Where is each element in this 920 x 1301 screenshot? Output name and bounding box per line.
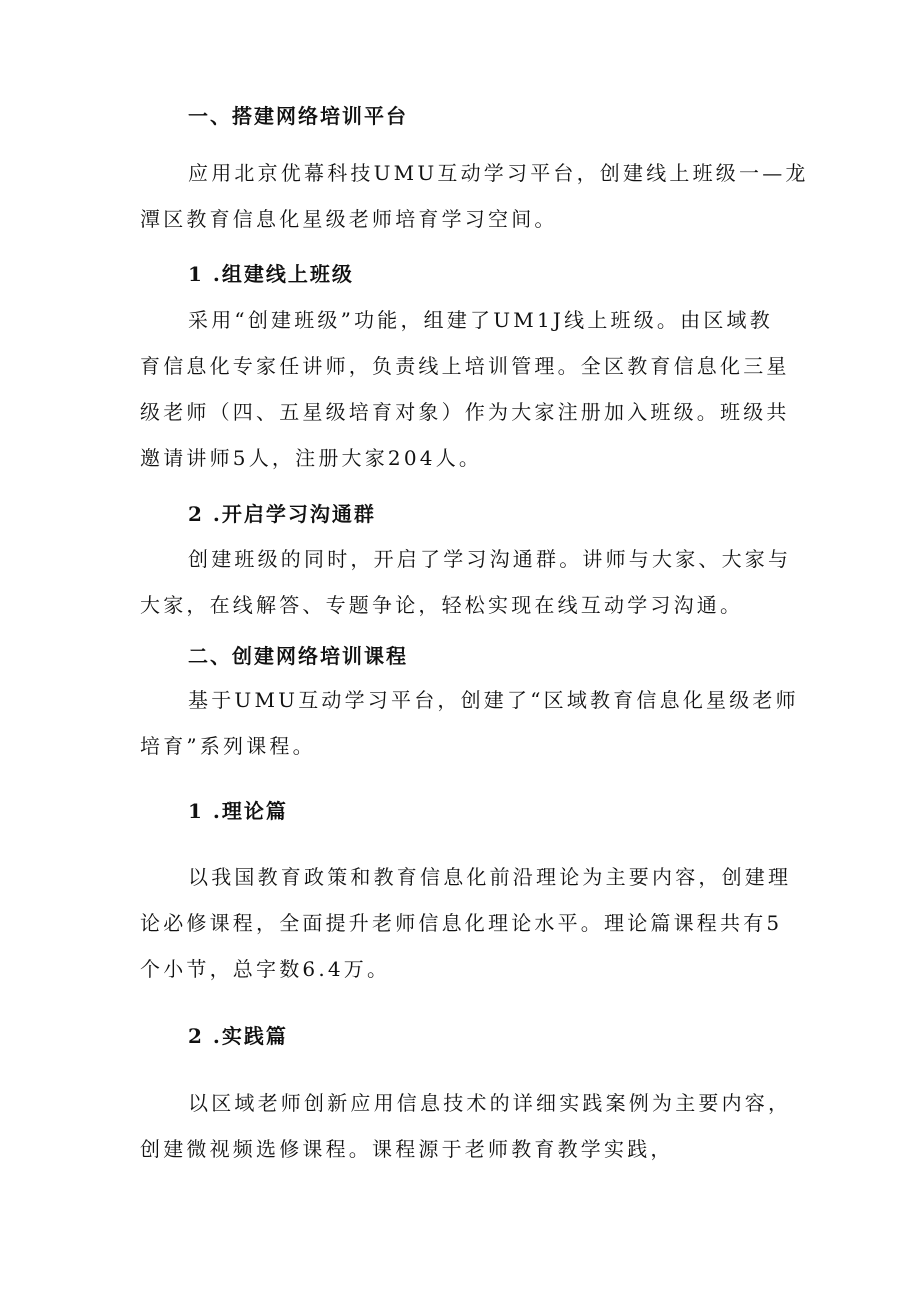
heading-theory: 1 .理论篇 bbox=[188, 799, 288, 823]
paragraph-line: 潭区教育信息化星级老师培育学习空间。 bbox=[140, 207, 558, 231]
paragraph-theory bbox=[140, 854, 790, 992]
paragraph-line: 邀请讲师5人，注册大家204人。 bbox=[140, 446, 483, 470]
heading-practice: 2 .实践篇 bbox=[188, 1024, 288, 1048]
paragraph-line: 基于UMU互动学习平台，创建了“区域教育信息化星级老师 bbox=[188, 688, 799, 712]
paragraph-line: 大家，在线解答、专题争论，轻松实现在线互动学习沟通。 bbox=[140, 593, 744, 617]
paragraph-courses bbox=[140, 677, 799, 769]
heading-build-platform: 一、搭建网络培训平台 bbox=[188, 104, 408, 128]
paragraph-online-class bbox=[140, 297, 790, 481]
paragraph-study-group bbox=[140, 536, 790, 628]
paragraph-line: 论必修课程，全面提升老师信息化理论水平。理论篇课程共有5 bbox=[140, 911, 783, 935]
paragraph-line: 采用“创建班级”功能，组建了UM1J线上班级。由区域教 bbox=[188, 308, 773, 332]
paragraph-line: 培育”系列课程。 bbox=[140, 734, 316, 758]
heading-study-group: 2 .开启学习沟通群 bbox=[188, 502, 376, 526]
paragraph-line: 应用北京优幕科技UMU互动学习平台，创建线上班级一—龙 bbox=[188, 161, 809, 185]
paragraph-line: 以区域老师创新应用信息技术的详细实践案例为主要内容， bbox=[188, 1091, 792, 1115]
heading-create-courses: 二、创建网络培训课程 bbox=[188, 644, 408, 668]
heading-online-class: 1 .组建线上班级 bbox=[188, 262, 354, 286]
paragraph-line: 个小节，总字数6.4万。 bbox=[140, 957, 391, 981]
paragraph-line: 育信息化专家任讲师，负责线上培训管理。全区教育信息化三星 bbox=[140, 354, 790, 378]
paragraph-line: 以我国教育政策和教育信息化前沿理论为主要内容，创建理 bbox=[188, 865, 792, 889]
paragraph-line: 创建班级的同时，开启了学习沟通群。讲师与大家、大家与 bbox=[188, 547, 792, 571]
paragraph-line: 创建微视频选修课程。课程源于老师教育教学实践， bbox=[140, 1137, 674, 1161]
paragraph-platform bbox=[140, 150, 809, 242]
paragraph-practice bbox=[140, 1080, 790, 1172]
paragraph-line: 级老师（四、五星级培育对象）作为大家注册加入班级。班级共 bbox=[140, 400, 790, 424]
